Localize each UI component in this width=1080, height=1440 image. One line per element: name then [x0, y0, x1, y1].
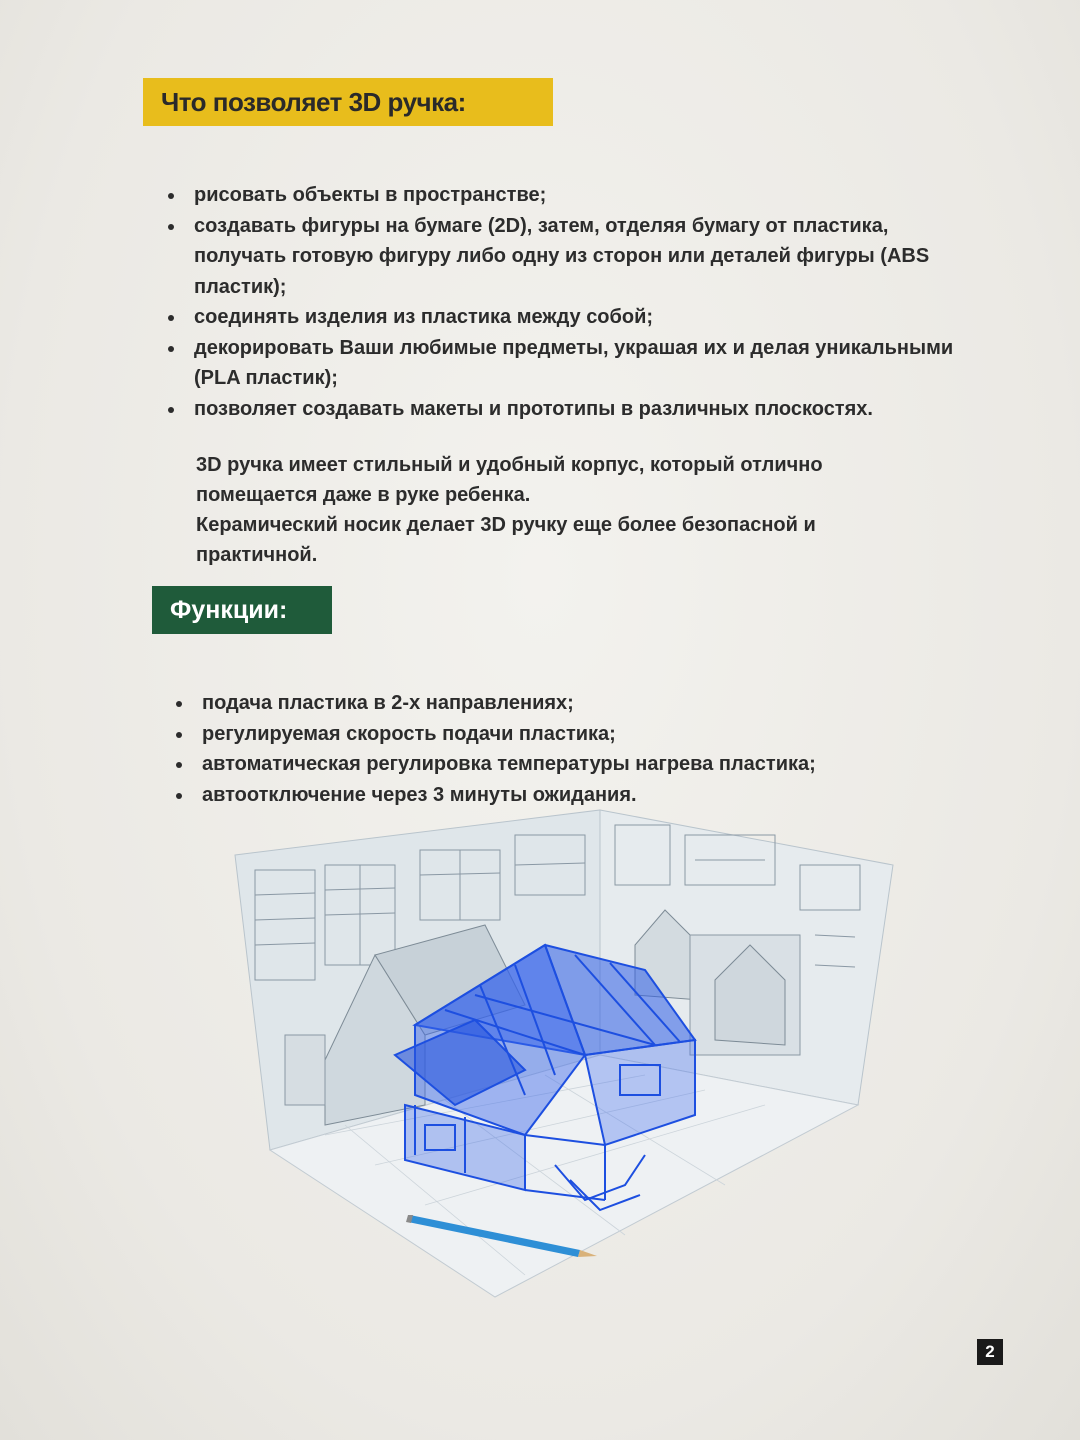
description-line: Керамический носик делает 3D ручку еще более безопасной и практичной. — [196, 514, 816, 566]
list-item: регулируемая скорость подачи пластика; — [174, 719, 934, 750]
description-line: 3D ручка имеет стильный и удобный корпус, который отлично помещается даже в руке ребенка. — [196, 454, 823, 506]
blueprint-house-illustration — [225, 805, 900, 1305]
list-item: рисовать объекты в пространстве; — [166, 180, 966, 211]
list-item: автоматическая регулировка температуры нагрева пластика; — [174, 749, 934, 780]
page-number: 2 — [977, 1339, 1003, 1365]
functions-list — [174, 688, 934, 810]
list-item: автоотключение через 3 минуты ожидания. — [174, 780, 934, 811]
capabilities-list — [166, 180, 966, 424]
section-heading-functions: Функции: — [152, 586, 332, 634]
list-item: декорировать Ваши любимые предметы, украшая их и делая уникальными (PLA пластик); — [166, 333, 966, 394]
list-item: подача пластика в 2-х направлениях; — [174, 688, 934, 719]
list-item: соединять изделия из пластика между собой; — [166, 302, 966, 333]
list-item: создавать фигуры на бумаге (2D), затем, отделяя бумагу от пластика, получать готовую фигуру либо одну из сторон или деталей фигуры (ABS пластик); — [166, 211, 966, 303]
list-item: позволяет создавать макеты и прототипы в различных плоскостях. — [166, 394, 966, 425]
description-paragraph — [196, 450, 916, 570]
section-heading-capabilities: Что позволяет 3D ручка: — [143, 78, 553, 126]
